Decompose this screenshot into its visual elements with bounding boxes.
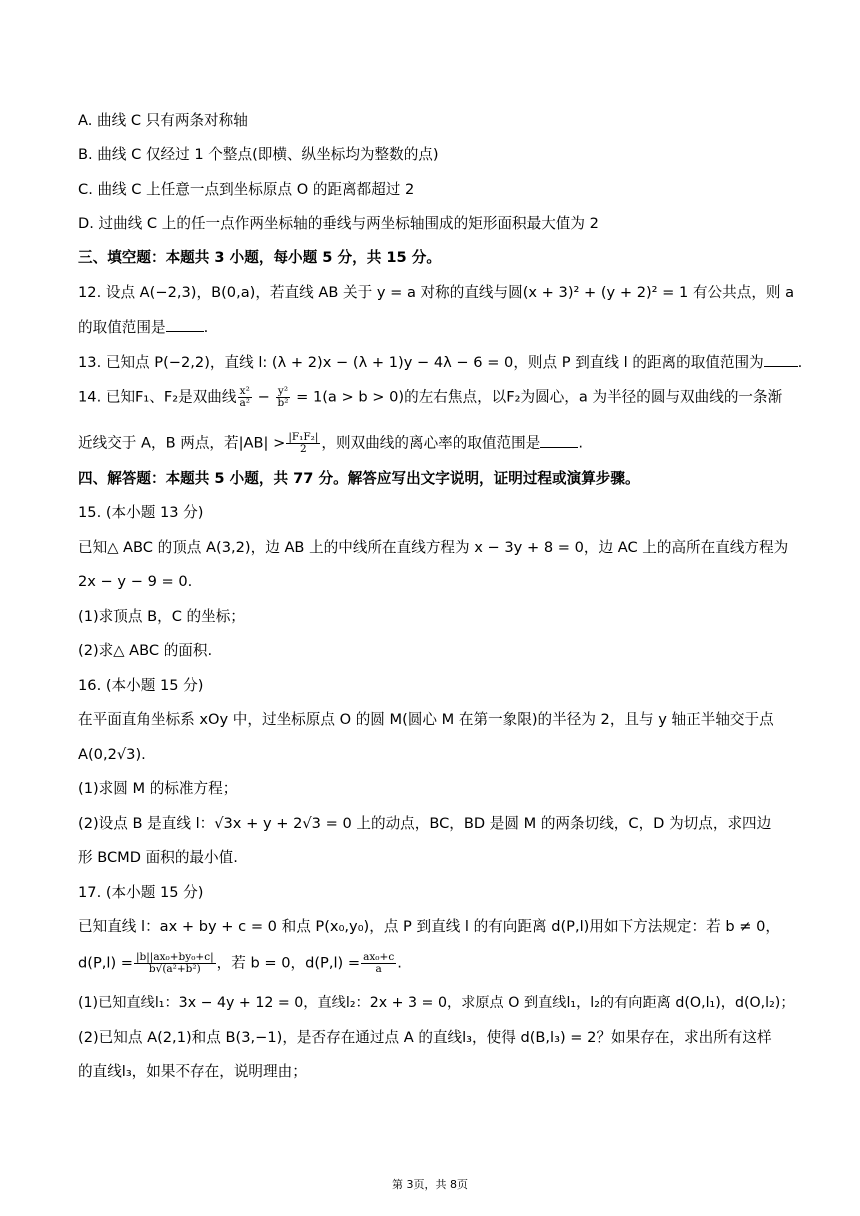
q17-frac-b-zero [361, 952, 396, 975]
q17-line2 [78, 952, 778, 975]
q13-line: 13. 已知点 P(−2,2)，直线 l: (λ + 2)x − (λ + 1)y − 4λ − 6 = 0，则点 P 到直线 l 的距离的取值范围为 . [78, 354, 803, 371]
q14-prefix: 14. 已知F₁、F₂是双曲线 [78, 388, 237, 406]
q14-line2-suffix: ，则双曲线的离心率的取值范围是 [321, 434, 541, 452]
q16-title: 16. (本小题 15 分) [78, 677, 204, 694]
q15-part2: (2)求△ ABC 的面积. [78, 642, 213, 659]
q17-title: 17. (本小题 15 分) [78, 884, 204, 901]
q17-frac1-num: |b||ax₀+by₀+c| [136, 951, 214, 963]
q14-frac3-den: 2 [300, 443, 307, 455]
q17-line2-end: . [397, 954, 402, 972]
q15-title: 15. (本小题 13 分) [78, 504, 204, 521]
q14-frac-y2-b2 [276, 386, 291, 409]
q17-part2-line1: (2)已知点 A(2,1)和点 B(3,−1)，是否存在通过点 A 的直线l₃，使得 d(B,l₃) = 2？如果存在，求出所有这样 [78, 1029, 772, 1046]
q17-line2-prefix: d(P,l) = [78, 954, 134, 972]
q17-line1: 已知直线 l：ax + by + c = 0 和点 P(x₀,y₀)，点 P 到直线 l 的有向距离 d(P,l)用如下方法规定：若 b ≠ 0， [78, 918, 780, 935]
q14-frac2-den: b² [277, 397, 289, 409]
q14-answer-blank [540, 433, 578, 448]
q12-line2: 的取值范围是 . [78, 319, 209, 336]
q12-answer-blank [166, 317, 204, 332]
q16-part1: (1)求圆 M 的标准方程； [78, 780, 238, 797]
q13-text: 13. 已知点 P(−2,2)，直线 l: (λ + 2)x − (λ + 1)y − 4λ − 6 = 0，则点 P 到直线 l 的距离的取值范围为 [78, 354, 764, 371]
q14-frac-f1f2 [286, 432, 320, 455]
q17-frac-directed-distance [134, 952, 216, 975]
q15-line2: 2x − y − 9 = 0. [78, 573, 193, 590]
q15-part1: (1)求顶点 B，C 的坐标； [78, 608, 245, 625]
q16-part2-line2: 形 BCMD 面积的最小值. [78, 849, 238, 866]
q16-line1: 在平面直角坐标系 xOy 中，过坐标原点 O 的圆 M(圆心 M 在第一象限)的半径为 2，且与 y 轴正半轴交于点 [78, 711, 774, 728]
section-4-heading: 四、解答题：本题共 5 小题，共 77 分。解答应写出文字说明，证明过程或演算步骤。 [78, 470, 640, 487]
q17-part2-line2: 的直线l₃，如果不存在，说明理由； [78, 1063, 307, 1080]
q16-line2: A(0,2√3). [78, 746, 146, 763]
q14-line1 [78, 385, 783, 409]
q12-line2-text: 的取值范围是 [78, 319, 166, 336]
q14-frac2-num: y² [276, 386, 291, 398]
q14-line2-prefix: 近线交于 A，B 两点，若|AB| > [78, 434, 286, 452]
q12-line1: 12. 设点 A(−2,3)，B(0,a)，若直线 AB 关于 y = a 对称的直线与圆(x + 3)² + (y + 2)² = 1 有公共点，则 a [78, 284, 795, 301]
option-c: C. 曲线 C 上任意一点到坐标原点 O 的距离都超过 2 [78, 181, 415, 198]
q16-part2-line1: (2)设点 B 是直线 l：√3x + y + 2√3 = 0 上的动点，BC，BD 是圆 M 的两条切线，C，D 为切点，求四边 [78, 815, 772, 832]
q13-answer-blank [764, 352, 798, 367]
q14-frac3-num: |F₁F₂| [288, 431, 319, 443]
q14-frac1-num: x² [238, 386, 252, 398]
q17-line2-mid: ，若 b = 0，d(P,l) = [216, 954, 361, 972]
q14-frac-x2-a2 [238, 386, 252, 409]
option-a: A. 曲线 C 只有两条对称轴 [78, 112, 248, 129]
q14-minus: − [252, 388, 275, 406]
q15-line1: 已知△ ABC 的顶点 A(3,2)，边 AB 上的中线所在直线方程为 x − 3y + 8 = 0，边 AC 上的高所在直线方程为 [78, 539, 789, 556]
q17-frac1-den: b√(a²+b²) [148, 963, 201, 975]
q14-line2: 近线交于 A，B 两点，若|AB| > $\frac{\text{|F₁F₂|}}{2}$ ，则双曲线的离心率的取值范围是 . [78, 431, 583, 455]
q17-frac2-den: a [375, 963, 382, 975]
q17-frac2-num: ax₀+c [363, 951, 395, 963]
option-d: D. 过曲线 C 上的任一点作两坐标轴的垂线与两坐标轴围成的矩形面积最大值为 2 [78, 215, 599, 232]
page-footer: 第 3页，共 8页 [392, 1178, 468, 1191]
option-b: B. 曲线 C 仅经过 1 个整点(即横、纵坐标均为整数的点) [78, 146, 439, 163]
q14-suffix: = 1(a > b > 0)的左右焦点，以F₂为圆心，a 为半径的圆与双曲线的一条渐 [291, 388, 783, 406]
q14-frac1-den: a² [239, 397, 250, 409]
q17-part1: (1)已知直线l₁：3x − 4y + 12 = 0，直线l₂：2x + 3 = 0，求原点 O 到直线l₁，l₂的有向距离 d(O,l₁)，d(O,l₂)； [78, 995, 795, 1011]
section-3-heading: 三、填空题：本题共 3 小题，每小题 5 分，共 15 分。 [78, 249, 441, 266]
